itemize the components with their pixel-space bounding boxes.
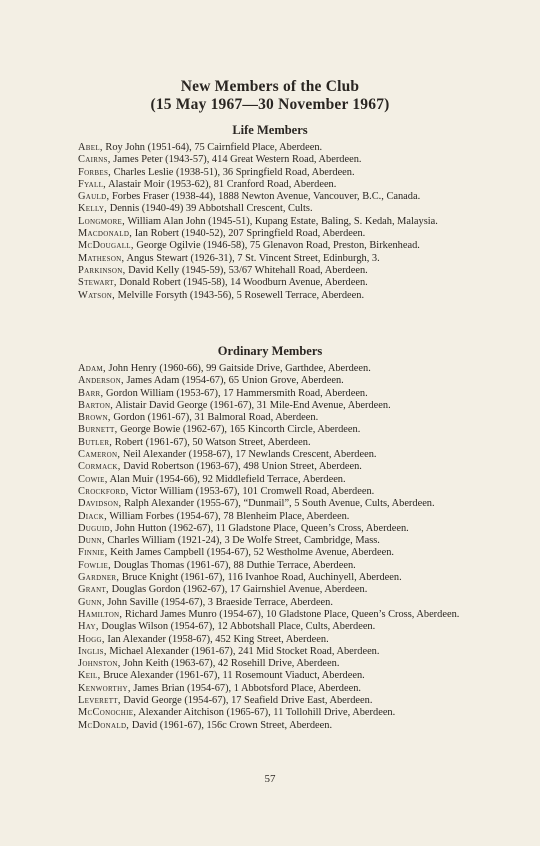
member-details: David (1961-67), 156c Crown Street, Aberdeen. [129,719,333,731]
life-members-list [78,142,470,302]
member-entry [78,707,470,719]
member-entry [78,646,470,658]
member-surname: Johnston, [78,658,121,670]
member-entry [78,584,470,596]
member-details: John Keith (1963-67), 42 Rosehill Drive, Aberdeen. [120,658,340,670]
member-surname: Hay, [78,621,99,633]
member-entry [78,240,470,252]
member-details: Michael Alexander (1961-67), 241 Mid Stocket Road, Aberdeen. [106,645,380,657]
member-entry [78,253,470,265]
member-entry [78,216,470,228]
member-details: John Saville (1954-67), 3 Braeside Terrace, Aberdeen. [104,596,333,608]
member-surname: Kenworthy, [78,682,131,694]
member-details: Melville Forsyth (1943-56), 5 Rosewell Terrace, Aberdeen. [115,289,365,301]
member-entry [78,720,470,732]
member-surname: Davidson, [78,498,122,510]
member-entry [78,142,470,154]
member-surname: Brown, [78,412,111,424]
member-details: Roy John (1951-64), 75 Cairnfield Place, Aberdeen. [102,142,323,153]
member-surname: McDonald, [78,719,130,731]
member-details: James Adam (1954-67), 65 Union Grove, Aberdeen. [123,375,344,387]
page-number: 57 [264,773,276,785]
member-details: Charles William (1921-24), 3 De Wolfe Street, Cambridge, Mass. [104,535,380,547]
member-details: Keith James Campbell (1954-67), 52 Westholme Avenue, Aberdeen. [107,547,395,559]
member-details: Victor William (1953-67), 101 Cromwell Road, Aberdeen. [128,485,375,497]
member-entry [78,424,470,436]
member-entry [78,400,470,412]
member-entry [78,449,470,461]
member-entry [78,523,470,535]
page-title: New Members of the Club [180,78,360,95]
member-details: David Kelly (1945-59), 53/67 Whitehall Road, Aberdeen. [125,264,368,276]
member-surname: Burnett, [78,424,118,436]
member-surname: Hamilton, [78,608,123,620]
member-details: Robert (1961-67), 50 Watson Street, Aberdeen. [112,436,311,448]
member-entry [78,412,470,424]
member-entry [78,670,470,682]
ordinary-members-heading: Ordinary Members [217,344,323,358]
member-details: Douglas Thomas (1961-67), 88 Duthie Terrace, Aberdeen. [111,559,356,571]
member-entry [78,363,470,375]
member-entry [78,191,470,203]
member-surname: Kelly, [78,203,108,215]
member-surname: Cowie, [78,473,108,485]
member-entry [78,228,470,240]
member-surname: Diack, [78,510,108,522]
member-surname: Watson, [78,289,116,301]
member-entry [78,621,470,633]
member-surname: Abel, [78,142,103,153]
member-entry [78,375,470,387]
member-surname: Gauld, [78,191,110,203]
member-details: Charles Leslie (1938-51), 36 Springfield Road, Aberdeen. [111,166,355,178]
member-entry [78,290,470,302]
member-surname: Fyall, [78,178,107,190]
member-details: George Ogilvie (1946-58), 75 Glenavon Road, Preston, Birkenhead. [133,240,420,252]
member-surname: Inglis, [78,645,107,657]
member-surname: Parkinson, [78,264,126,276]
member-details: John Henry (1960-66), 99 Gaitside Drive, Garthdee, Aberdeen. [105,363,371,374]
member-surname: Barton, [78,399,114,411]
member-surname: Anderson, [78,375,124,387]
member-details: Neil Alexander (1958-67), 17 Newlands Crescent, Aberdeen. [120,449,377,461]
member-details: William Alan John (1945-51), Kupang Estate, Baling, S. Kedah, Malaysia. [125,215,438,227]
member-entry [78,486,470,498]
member-entry [78,277,470,289]
member-surname: McConochie, [78,707,137,719]
member-details: George Bowie (1962-67), 165 Kincorth Circle, Aberdeen. [117,424,361,436]
member-details: Richard James Munro (1954-67), 10 Gladstone Place, Queen’s Cross, Aberdeen. [122,608,460,620]
member-surname: Matheson, [78,252,125,264]
member-entry [78,547,470,559]
member-entry [78,461,470,473]
member-surname: Crockford, [78,485,129,497]
member-surname: Stewart, [78,277,117,289]
member-details: Ian Alexander (1958-67), 452 King Street, Aberdeen. [104,633,329,645]
member-details: Forbes Fraser (1938-44), 1888 Newton Avenue, Vancouver, B.C., Canada. [109,191,421,203]
member-entry [78,388,470,400]
member-surname: Grant, [78,584,109,596]
member-details: Bruce Alexander (1961-67), 11 Rosemount Viaduct, Aberdeen. [100,670,365,682]
member-surname: Butler, [78,436,113,448]
member-details: William Forbes (1954-67), 78 Blenheim Place, Aberdeen. [107,510,350,522]
member-details: Alistair David George (1961-67), 31 Mile-End Avenue, Aberdeen. [113,399,391,411]
member-entry [78,572,470,584]
member-details: Douglas Gordon (1962-67), 17 Gairnshiel Avenue, Aberdeen. [108,584,368,596]
member-details: Alan Muir (1954-66), 92 Middlefield Terrace, Aberdeen. [107,473,346,485]
member-surname: Hogg, [78,633,105,645]
member-entry [78,535,470,547]
member-surname: Fowlie, [78,559,112,571]
member-surname: Longmore, [78,215,126,227]
member-details: Gordon (1961-67), 31 Balmoral Road, Aberdeen. [110,412,319,424]
member-surname: Gardner, [78,572,120,584]
member-entry [78,179,470,191]
member-surname: Finnie, [78,547,108,559]
member-entry [78,498,470,510]
member-details: Ralph Alexander (1955-67), “Dunmail”, 5 South Avenue, Cults, Aberdeen. [121,498,435,510]
member-details: Alexander Aitchison (1965-67), 11 Tollohill Drive, Aberdeen. [136,707,396,719]
member-details: Gordon William (1953-67), 17 Hammersmith Road, Aberdeen. [103,387,368,399]
member-entry [78,560,470,572]
member-details: James Brian (1954-67), 1 Abbotsford Place, Aberdeen. [130,682,362,694]
member-entry [78,658,470,670]
member-details: Douglas Wilson (1954-67), 12 Abbotshall Place, Cults, Aberdeen. [98,621,376,633]
member-entry [78,474,470,486]
member-details: Angus Stewart (1926-31), 7 St. Vincent Street, Edinburgh, 3. [124,252,380,264]
member-details: David Robertson (1963-67), 498 Union Street, Aberdeen. [120,461,362,473]
member-entry [78,511,470,523]
member-entry [78,597,470,609]
member-surname: Cameron, [78,449,121,461]
member-surname: Adam, [78,363,106,374]
member-entry [78,634,470,646]
member-surname: Gunn, [78,596,105,608]
member-entry [78,203,470,215]
member-details: David George (1954-67), 17 Seafield Drive East, Aberdeen. [120,695,373,707]
member-surname: Macdonald, [78,228,133,240]
member-entry [78,683,470,695]
member-entry [78,167,470,179]
member-surname: Leverett, [78,695,121,707]
member-details: Ian Robert (1940-52), 207 Springfield Road, Aberdeen. [132,228,366,240]
member-entry [78,609,470,621]
member-details: Dennis (1940-49) 39 Abbotshall Crescent, Cults. [107,203,313,215]
member-surname: Cormack, [78,461,121,473]
member-details: John Hutton (1962-67), 11 Gladstone Place, Queen’s Cross, Aberdeen. [112,522,409,534]
member-entry [78,437,470,449]
member-details: Bruce Knight (1961-67), 116 Ivanhoe Road, Auchinyell, Aberdeen. [119,572,402,584]
member-entry [78,695,470,707]
member-surname: Keil, [78,670,101,682]
member-entry [78,265,470,277]
member-surname: Dunn, [78,535,105,547]
member-details: Donald Robert (1945-58), 14 Woodburn Avenue, Aberdeen. [116,277,368,289]
life-members-heading: Life Members [232,123,308,137]
member-details: Alastair Moir (1953-62), 81 Cranford Road, Aberdeen. [106,178,337,190]
page-subtitle-dates: (15 May 1967—30 November 1967) [150,96,390,113]
member-surname: Duguid, [78,522,113,534]
ordinary-members-list [78,363,470,732]
member-surname: Cairns, [78,154,111,166]
member-surname: McDougall, [78,240,134,252]
member-surname: Forbes, [78,166,112,178]
member-details: James Peter (1943-57), 414 Great Western Road, Aberdeen. [110,154,362,166]
member-entry [78,154,470,166]
member-surname: Barr, [78,387,104,399]
